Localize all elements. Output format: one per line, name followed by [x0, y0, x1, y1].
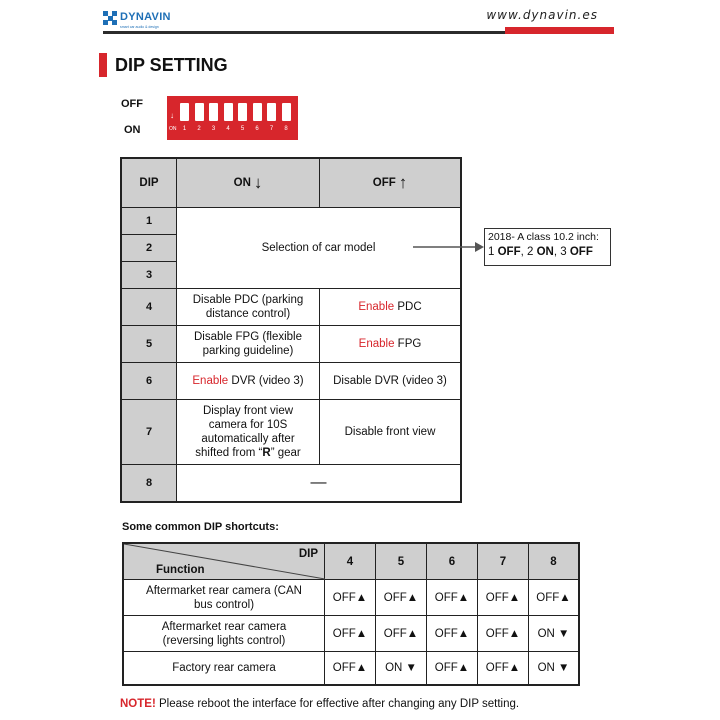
dip-number: 8 [122, 465, 177, 501]
dip-switch-number: 2 [197, 126, 201, 132]
dip4-on-cell: Disable PDC (parking distance control) [177, 289, 320, 326]
logo-mark-icon [103, 11, 117, 25]
title-accent-bar [99, 53, 107, 77]
enable-text: Enable [358, 301, 395, 313]
column-header-dip: 6 [427, 544, 478, 580]
header-on-label: ON [233, 177, 251, 189]
header-dip: DIP [122, 159, 177, 208]
function-cell: Aftermarket rear camera (CAN bus control) [124, 580, 325, 616]
header-rule [103, 31, 505, 34]
dip8-merged-cell: — [310, 474, 327, 491]
dip-state-cell: ON ▼ [529, 616, 578, 652]
dip-on-mark: ON [169, 126, 177, 132]
callout-v1: OFF [497, 246, 521, 258]
callout-sep1: , [520, 246, 527, 258]
dip-state-cell: OFF▲ [376, 616, 427, 652]
shortcuts-title: Some common DIP shortcuts: [122, 521, 279, 533]
dip-knob [224, 103, 233, 121]
dip-state-cell: OFF▲ [478, 652, 529, 684]
dip-switch-number: 7 [269, 126, 274, 132]
enable-text: Enable [358, 338, 395, 350]
dip-off-label: OFF [121, 98, 143, 110]
dip6-off-cell: Disable DVR (video 3) [320, 363, 460, 400]
dip-switch-number: 5 [240, 126, 245, 132]
dip-state-cell: OFF▲ [325, 616, 376, 652]
shortcuts-table [122, 542, 580, 686]
dip-state-cell: OFF▲ [325, 580, 376, 616]
header-on [177, 159, 320, 208]
function-cell: Factory rear camera [124, 652, 325, 684]
note-label: NOTE! [120, 698, 156, 710]
dip-number: 1 [122, 208, 177, 235]
callout-n1: 1 [488, 246, 495, 258]
callout-sep2: , [553, 246, 561, 258]
page-title: DIP SETTING [115, 55, 228, 75]
column-header-dip: 7 [478, 544, 529, 580]
note-text: Please reboot the interface for effective after changing any DIP setting. [155, 698, 520, 710]
down-arrow-icon: ↓ [253, 173, 263, 192]
dip-knob [267, 103, 276, 121]
header-off-label: OFF [372, 177, 396, 189]
dip7-on-text: Display front view camera for 10S automatically after shifted from “ [195, 405, 295, 459]
dip-knob [238, 103, 247, 121]
dip-state-cell: OFF▲ [478, 580, 529, 616]
dip-switch-number: 8 [284, 126, 288, 132]
dip5-off-text: FPG [394, 338, 422, 350]
dip4-off-text: PDC [394, 301, 422, 313]
dip-state-cell: OFF▲ [427, 580, 478, 616]
car-model-callout [484, 228, 611, 266]
dip-number: 2 [122, 235, 177, 262]
dip-knob [282, 103, 291, 121]
dip6-on-text: DVR (video 3) [228, 375, 304, 387]
dip-switch-number: 6 [255, 126, 259, 132]
dip6-on-cell [177, 363, 320, 400]
corner-cell [124, 544, 325, 580]
corner-function-label: Function [156, 564, 205, 576]
dip-state-cell: OFF▲ [529, 580, 578, 616]
dip-switch-number: 4 [226, 126, 230, 132]
brand-name: DYNAVIN [120, 11, 171, 23]
reboot-note [120, 698, 519, 710]
dip5-off-cell [320, 326, 460, 363]
down-arrow-icon: ↓ [170, 111, 174, 120]
dip-state-cell: OFF▲ [427, 652, 478, 684]
dip-number: 6 [122, 363, 177, 400]
dip-switch-number: 1 [182, 126, 187, 132]
website-url: www.dynavin.es [486, 8, 598, 22]
callout-line1: 2018- A class 10.2 inch: [488, 231, 599, 243]
callout-n2: 2 [527, 246, 534, 258]
enable-text: Enable [192, 375, 229, 387]
callout-n3: 3 [560, 246, 567, 258]
dip-number: 4 [122, 289, 177, 326]
callout-v2: ON [536, 246, 554, 258]
up-arrow-icon: ↑ [398, 173, 408, 192]
dip-number: 5 [122, 326, 177, 363]
function-cell: Aftermarket rear camera (reversing lights control) [124, 616, 325, 652]
dip-switch-graphic [167, 96, 298, 140]
dip-state-cell: ON ▼ [537, 662, 570, 674]
callout-v3: OFF [569, 246, 593, 258]
dip-on-label: ON [124, 124, 141, 136]
dip-switch-number: 3 [211, 126, 216, 132]
dip-state-cell: OFF▲ [427, 616, 478, 652]
header-accent-bar [505, 27, 614, 34]
column-header-dip: 8 [529, 544, 578, 580]
brand-tagline: smart car audio & design [120, 25, 159, 29]
car-model-selection: Selection of car model [177, 208, 460, 289]
dip-number: 7 [122, 400, 177, 465]
dip5-on-cell: Disable FPG (flexible parking guideline) [177, 326, 320, 363]
dip-state-cell: OFF▲ [478, 616, 529, 652]
dip7-on-cell [177, 400, 320, 465]
dip-state-cell: OFF▲ [376, 580, 427, 616]
header-off [320, 159, 460, 208]
diagonal-divider [124, 544, 325, 580]
dip7-gear-letter: R [262, 447, 271, 459]
dip-knob [195, 103, 204, 121]
dip-number: 3 [122, 262, 177, 289]
corner-dip-label: DIP [298, 548, 318, 560]
arrow-icon [413, 237, 485, 257]
column-header-dip: 4 [325, 544, 376, 580]
dip7-on-text-end: ” gear [270, 447, 301, 459]
callout-line2 [488, 245, 607, 260]
column-header-dip: 5 [376, 544, 427, 580]
dynavin-logo [103, 8, 171, 28]
dip4-off-cell [320, 289, 460, 326]
dip7-off-cell: Disable front view [320, 400, 460, 465]
dip-state-cell: OFF▲ [325, 652, 376, 684]
dip-knob [180, 103, 189, 121]
dip-setting-table [120, 157, 462, 503]
dip-knob [253, 103, 262, 121]
dip-state-cell: ON ▼ [376, 652, 427, 684]
dip-knob [209, 103, 218, 121]
